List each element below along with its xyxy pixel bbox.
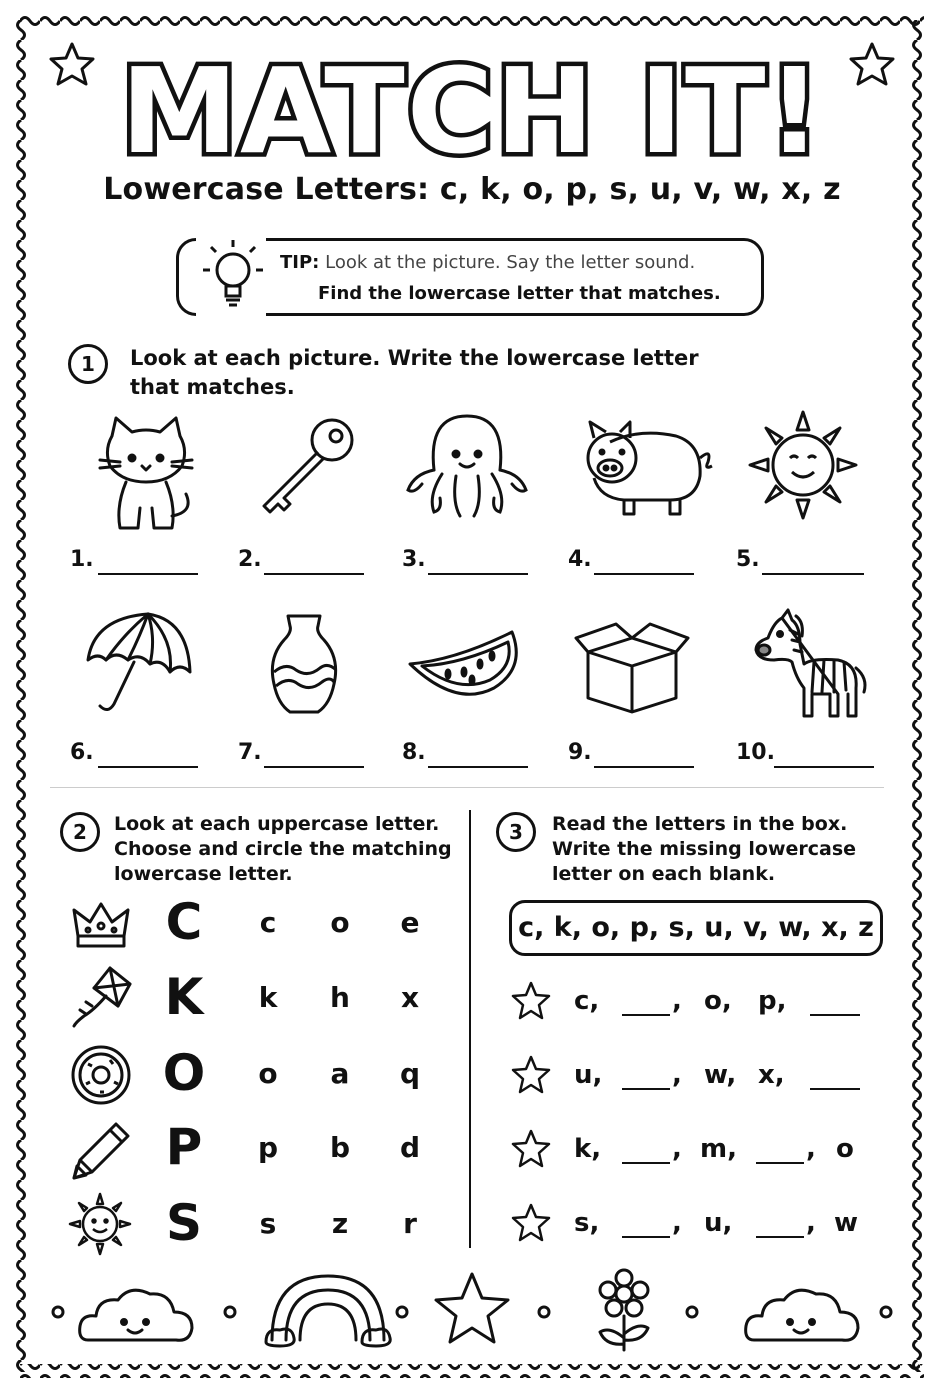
item-3-blank[interactable] (428, 573, 528, 575)
sequence-comma: , (672, 1060, 682, 1090)
item-5-blank[interactable] (762, 573, 864, 575)
item-10-label: 10. (736, 740, 775, 765)
umbrella-icon (84, 612, 194, 716)
sequence-letter: o (836, 1134, 854, 1164)
sun-icon (68, 1192, 132, 1256)
pig-icon (580, 418, 716, 516)
section-divider (50, 787, 884, 788)
star-icon (510, 980, 552, 1022)
crown-icon (72, 900, 130, 950)
watermelon-icon (406, 628, 524, 700)
section-2-instruction-line: lowercase letter. (114, 863, 293, 885)
tip-text-1: Look at the picture. Say the letter sound. (325, 252, 696, 273)
tip-label: TIP: (280, 252, 320, 273)
footer-decorations (40, 1266, 904, 1356)
lowercase-option[interactable]: p (257, 1131, 279, 1164)
kite-icon (70, 966, 132, 1028)
lowercase-option[interactable]: o (258, 1057, 278, 1090)
dot-icon (397, 1307, 407, 1317)
section-3-instruction-line: Write the missing lowercase (552, 838, 857, 860)
zebra-icon (752, 608, 870, 720)
section-2-instruction-line: Choose and circle the matching (114, 838, 452, 860)
sequence-letter: k, (574, 1134, 602, 1164)
star-icon (436, 1274, 508, 1342)
lowercase-option[interactable]: q (399, 1057, 421, 1090)
sequence-letter: p, (758, 986, 787, 1016)
sequence-letter: w, (704, 1060, 737, 1090)
flower-icon (600, 1270, 648, 1350)
sequence-letter: m, (700, 1134, 737, 1164)
lowercase-option[interactable]: a (330, 1057, 350, 1090)
sequence-letter: u, (704, 1208, 733, 1238)
sequence-comma: , (672, 986, 682, 1016)
lowercase-option[interactable]: h (330, 981, 350, 1014)
key-icon (256, 418, 356, 518)
star-icon (510, 1202, 552, 1244)
box-icon (572, 612, 692, 716)
item-5-label: 5. (736, 547, 760, 572)
uppercase-letter: C (165, 893, 203, 951)
sequence-blank[interactable] (810, 1014, 860, 1016)
sun-icon (746, 408, 860, 522)
sequence-letter: x, (758, 1060, 785, 1090)
item-6-label: 6. (70, 740, 94, 765)
rainbow-icon (266, 1276, 390, 1346)
section-1-number: 1 (68, 344, 108, 384)
sequence-blank[interactable] (756, 1162, 804, 1164)
sequence-blank[interactable] (810, 1088, 860, 1090)
sequence-letter: w (834, 1208, 859, 1238)
item-1-label: 1. (70, 547, 94, 572)
section-2-instruction (114, 812, 452, 887)
section-2-number: 2 (60, 812, 100, 852)
uppercase-letter: K (164, 968, 204, 1026)
octopus-icon (404, 412, 530, 522)
section-2-instruction-line: Look at each uppercase letter. (114, 813, 440, 835)
dot-icon (225, 1307, 235, 1317)
lowercase-option[interactable]: e (400, 906, 420, 939)
item-4-label: 4. (568, 547, 592, 572)
sequence-letter: c, (574, 986, 600, 1016)
sequence-comma: , (806, 1208, 816, 1238)
tip-line-2: Find the lowercase letter that matches. (318, 283, 721, 304)
uppercase-letter: S (165, 1194, 202, 1252)
lowercase-option[interactable]: s (259, 1207, 277, 1240)
lowercase-option[interactable]: r (403, 1207, 417, 1240)
item-7-label: 7. (238, 740, 262, 765)
cat-icon (98, 416, 194, 532)
item-9-blank[interactable] (594, 766, 694, 768)
sequence-blank[interactable] (756, 1236, 804, 1238)
item-8-blank[interactable] (428, 766, 528, 768)
section-3-instruction-line: letter on each blank. (552, 863, 776, 885)
item-3-label: 3. (402, 547, 426, 572)
section-3-instruction (552, 812, 856, 887)
lowercase-option[interactable]: o (330, 906, 350, 939)
sequence-blank[interactable] (622, 1236, 670, 1238)
uppercase-letter: O (162, 1044, 206, 1102)
item-6-blank[interactable] (98, 766, 198, 768)
dot-icon (539, 1307, 549, 1317)
sequence-comma: , (672, 1134, 682, 1164)
star-icon (510, 1054, 552, 1096)
sequence-comma: , (806, 1134, 816, 1164)
cloud-icon (80, 1290, 192, 1340)
sequence-letter: s, (574, 1208, 600, 1238)
letter-box: c, k, o, p, s, u, v, w, x, z (509, 900, 883, 956)
lowercase-option[interactable]: z (331, 1207, 349, 1240)
item-8-label: 8. (402, 740, 426, 765)
dot-icon (687, 1307, 697, 1317)
sequence-blank[interactable] (622, 1014, 670, 1016)
vase-icon (268, 612, 340, 716)
item-9-label: 9. (568, 740, 592, 765)
column-divider (469, 810, 471, 1248)
item-10-blank[interactable] (774, 766, 874, 768)
section-3-number: 3 (496, 812, 536, 852)
sequence-blank[interactable] (622, 1162, 670, 1164)
title-text: MATCH IT! (120, 42, 824, 170)
uppercase-letter: P (165, 1118, 203, 1176)
dot-icon (53, 1307, 63, 1317)
section-1-instruction: Look at each picture. Write the lowercase letter that matches. (130, 346, 699, 399)
cloud-icon (746, 1290, 858, 1340)
item-1-blank[interactable] (98, 573, 198, 575)
page-title (0, 40, 944, 174)
lowercase-option[interactable]: b (329, 1131, 351, 1164)
item-2-label: 2. (238, 547, 262, 572)
item-2-blank[interactable] (264, 573, 364, 575)
lowercase-option[interactable]: c (259, 906, 277, 939)
subtitle: Lowercase Letters: c, k, o, p, s, u, v, w, x, z (103, 172, 841, 207)
item-4-blank[interactable] (594, 573, 694, 575)
sequence-comma: , (672, 1208, 682, 1238)
lowercase-option[interactable]: k (258, 981, 278, 1014)
section-3-instruction-line: Read the letters in the box. (552, 813, 848, 835)
sequence-blank[interactable] (622, 1088, 670, 1090)
donut-icon (70, 1044, 132, 1106)
item-7-blank[interactable] (264, 766, 364, 768)
pencil-icon (70, 1120, 132, 1182)
dot-icon (881, 1307, 891, 1317)
tip-line-1 (280, 252, 695, 273)
sequence-letter: u, (574, 1060, 603, 1090)
sequence-letter: o, (704, 986, 732, 1016)
lightbulb-icon (196, 232, 266, 324)
lowercase-option[interactable]: d (399, 1131, 421, 1164)
lowercase-option[interactable]: x (400, 981, 420, 1014)
star-icon (510, 1128, 552, 1170)
